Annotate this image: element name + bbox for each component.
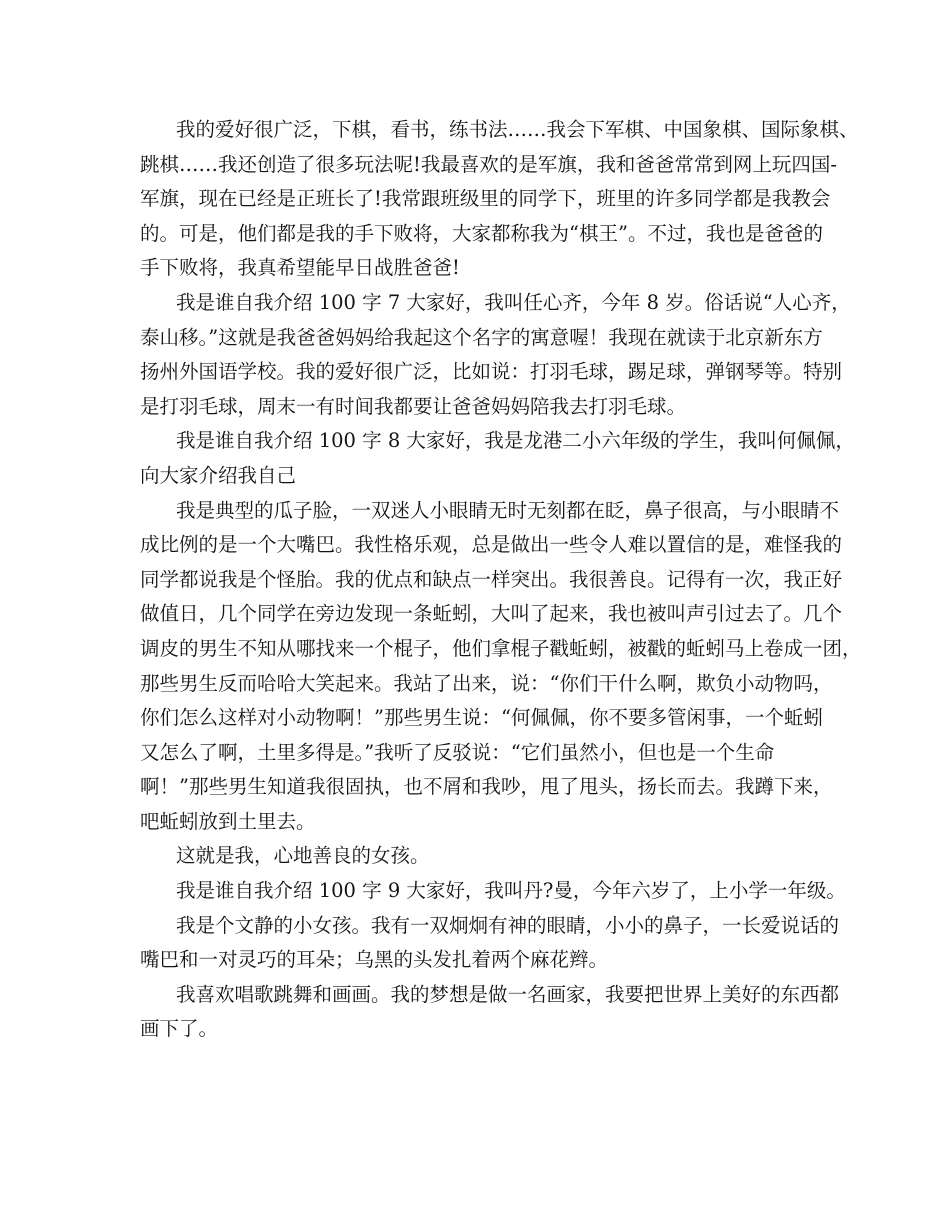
text-line: 成比例的是一个大嘴巴。我性格乐观，总是做出一些令人难以置信的是，难怪我的 <box>140 533 843 557</box>
text-line: 啊！”那些男生知道我很固执，也不屑和我吵，甩了甩头，扬长而去。我蹲下来， <box>140 775 833 799</box>
text-line: 调皮的男生不知从哪找来一个棍子，他们拿棍子戳蚯蚓，被戳的蚯蚓马上卷成一团， <box>140 636 862 660</box>
text-line: 这就是我，心地善良的女孩。 <box>176 844 430 868</box>
text-line: 画下了。 <box>140 1017 219 1041</box>
text-line: 泰山移。”这就是我爸爸妈妈给我起这个名字的寓意喔！我现在就读于北京新东方 <box>140 325 823 349</box>
text-line: 我是典型的瓜子脸，一双迷人小眼睛无时无刻都在眨，鼻子很高，与小眼睛不 <box>176 498 840 522</box>
text-line: 嘴巴和一对灵巧的耳朵；乌黑的头发扎着两个麻花辫。 <box>140 948 609 972</box>
text-line: 跳棋……我还创造了很多玩法呢!我最喜欢的是军旗，我和爸爸常常到网上玩四国- <box>140 152 837 176</box>
text-line: 做值日，几个同学在旁边发现一条蚯蚓，大叫了起来，我也被叫声引过去了。几个 <box>140 602 843 626</box>
text-line: 向大家介绍我自己 <box>140 463 297 487</box>
text-line: 我是谁自我介绍 100 字 9 大家好，我叫丹?曼，今年六岁了，上小学一年级。 <box>176 879 846 903</box>
text-line: 我是谁自我介绍 100 字 7 大家好，我叫任心齐，今年 8 岁。俗话说“人心齐， <box>176 290 851 314</box>
text-line: 我是个文静的小女孩。我有一双炯炯有神的眼睛，小小的鼻子，一长爱说话的 <box>176 913 840 937</box>
text-line: 是打羽毛球，周末一有时间我都要让爸爸妈妈陪我去打羽毛球。 <box>140 394 687 418</box>
text-line: 又怎么了啊，土里多得是。”我听了反驳说：“它们虽然小，但也是一个生命 <box>140 740 775 764</box>
document-body <box>140 113 862 1047</box>
text-line: 手下败将，我真希望能早日战胜爸爸! <box>140 256 460 280</box>
text-line: 军旗，现在已经是正班长了!我常跟班级里的同学下，班里的许多同学都是我教会 <box>140 187 831 211</box>
text-line: 我是谁自我介绍 100 字 8 大家好，我是龙港二小六年级的学生，我叫何佩佩， <box>176 429 855 453</box>
text-line: 我的爱好很广泛，下棋，看书，练书法……我会下军棋、中国象棋、国际象棋、 <box>176 118 859 141</box>
text-line: 扬州外国语学校。我的爱好很广泛，比如说：打羽毛球，踢足球，弹钢琴等。特别 <box>140 360 843 384</box>
text-line: 的。可是，他们都是我的手下败将，大家都称我为“棋王”。不过，我也是爸爸的 <box>140 221 823 245</box>
text-line: 那些男生反而哈哈大笑起来。我站了出来，说：“你们干什么啊，欺负小动物吗， <box>140 671 833 695</box>
text-line: 我喜欢唱歌跳舞和画画。我的梦想是做一名画家，我要把世界上美好的东西都 <box>176 982 840 1006</box>
text-line: 你们怎么这样对小动物啊！”那些男生说：“何佩佩，你不要多管闲事，一个蚯蚓 <box>140 706 823 730</box>
text-line: 同学都说我是个怪胎。我的优点和缺点一样突出。我很善良。记得有一次，我正好 <box>140 567 843 591</box>
text-line: 吧蚯蚓放到土里去。 <box>140 809 316 833</box>
